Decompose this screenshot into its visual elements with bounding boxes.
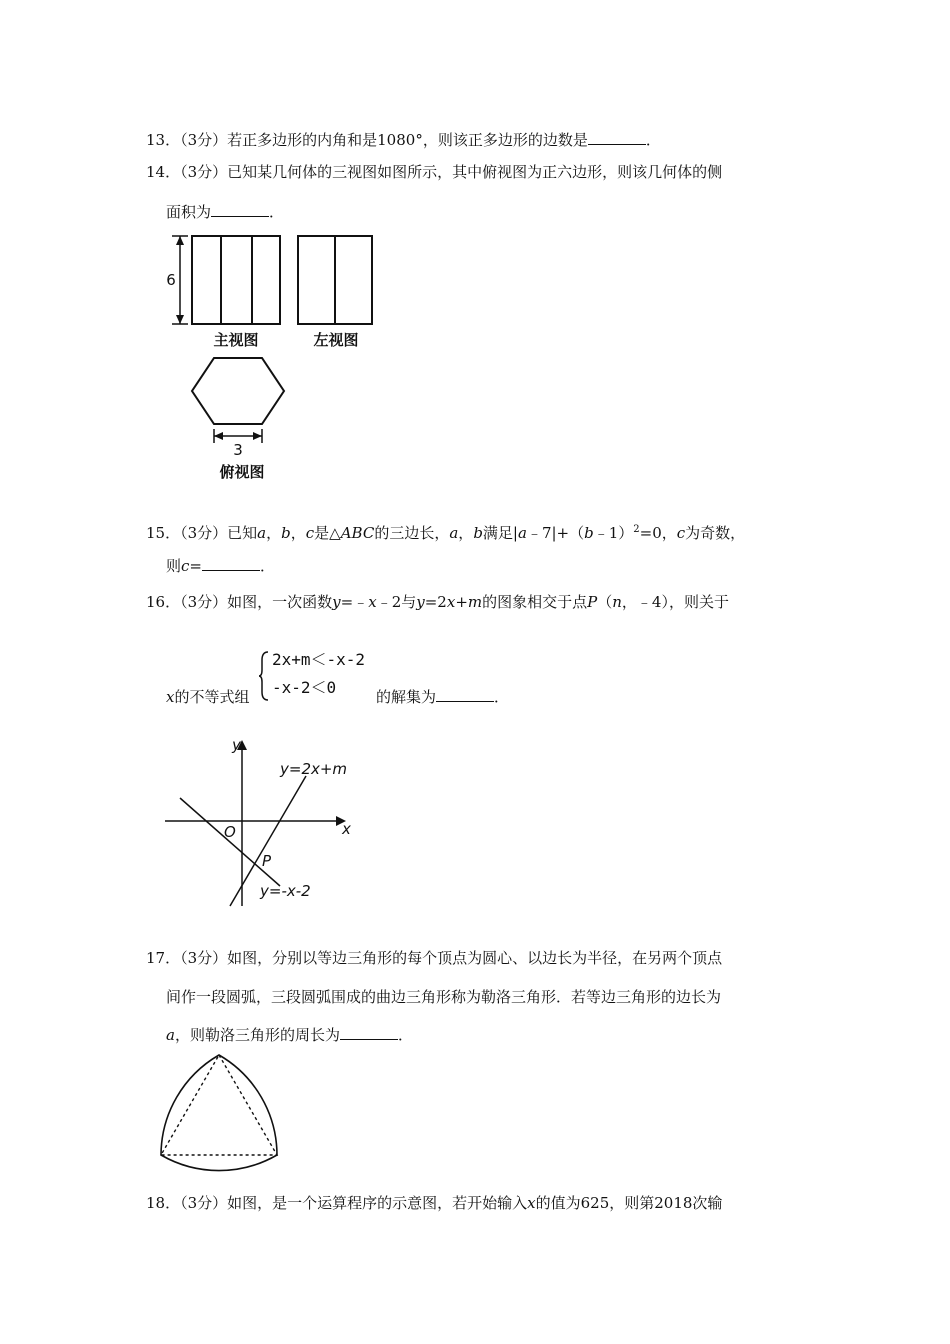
top-view-label: 俯视图 [219, 463, 265, 481]
front-view-label: 主视图 [213, 331, 259, 349]
answer-blank [588, 130, 646, 145]
answer-blank [340, 1025, 398, 1040]
system-ineq-1: 2x+m＜-x-2 [272, 650, 366, 669]
system-ineq-2: -x-2＜0 [272, 678, 337, 697]
q16-line2-pre: x的不等式组 [166, 688, 250, 706]
line1-label: y=2x+m [280, 760, 348, 778]
answer-blank [202, 556, 260, 571]
x-axis-label: x [342, 820, 351, 838]
answer-blank [436, 687, 494, 702]
q14-line2: 面积为 ． [166, 203, 285, 221]
origin-label: O [224, 823, 236, 841]
q17-line2: 间作一段圆弧，三段圆弧围成的曲边三角形称为勒洛三角形．若等边三角形的边长为 [166, 988, 722, 1006]
y-axis-label: y [232, 736, 241, 754]
q15-line1: 15．（3分）已知a，b，c是△ABC的三边长，a，b满足|a﹣7|+（b﹣1）$^2$=0，c为奇数， [146, 524, 746, 542]
left-view-label: 左视图 [313, 331, 359, 349]
height-label: 6 [166, 271, 176, 289]
q13: 13．（3分）若正多边形的内角和是1080°，则该正多边形的边数是 ． [146, 131, 661, 149]
reuleaux-triangle-figure [160, 1050, 290, 1174]
linear-function-graph [160, 734, 360, 910]
q16-line1: 16．（3分）如图，一次函数y=﹣x﹣2与y=2x+m的图象相交于点P（n，﹣4），则关于 [146, 593, 729, 611]
system-brace [258, 650, 270, 702]
q17-line3: a，则勒洛三角形的周长为 ． [166, 1026, 413, 1044]
q16-line2-post: 的解集为 ． [376, 688, 510, 706]
three-view-figure [160, 232, 390, 482]
q15-line2: 则c= ． [166, 557, 276, 575]
answer-blank [211, 202, 269, 217]
line2-label: y=-x-2 [260, 882, 311, 900]
width-label: 3 [233, 441, 243, 459]
q18-line1: 18．（3分）如图，是一个运算程序的示意图，若开始输入x的值为625，则第2018次输 [146, 1194, 723, 1212]
q14-line1: 14．（3分）已知某几何体的三视图如图所示，其中俯视图为正六边形，则该几何体的侧 [146, 163, 723, 181]
point-label: P [262, 852, 272, 870]
q17-line1: 17．（3分）如图，分别以等边三角形的每个顶点为圆心、以边长为半径，在另两个顶点 [146, 949, 723, 967]
